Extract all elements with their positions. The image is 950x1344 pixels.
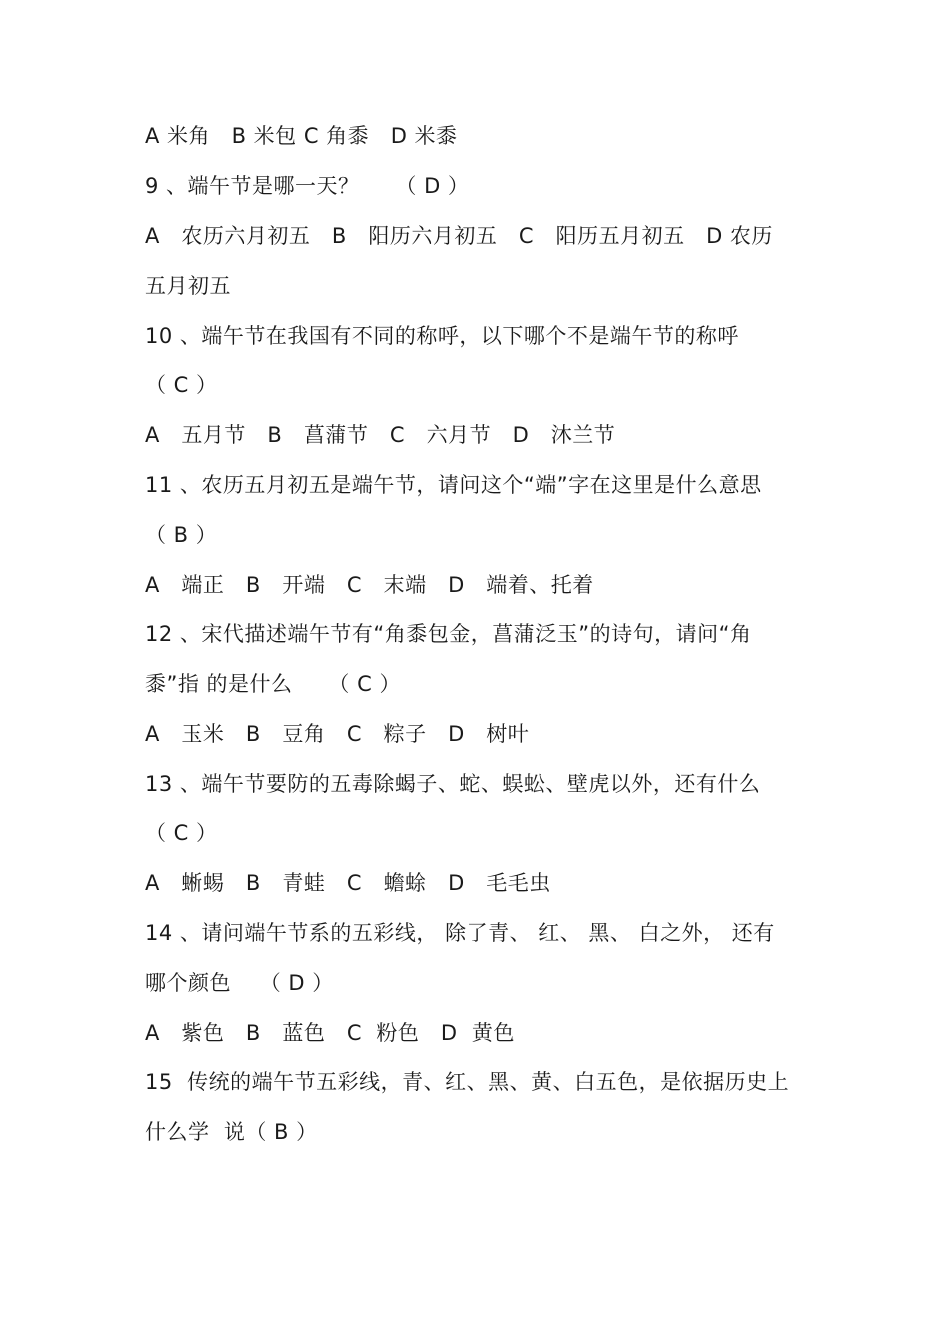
options-13: A 蜥蜴 B 青蛙 C 蟾蜍 D 毛毛虫 [145, 871, 551, 895]
text-line: A 米角 B 米包 C 角黍 D 米黍 [145, 124, 458, 148]
answer-13: （ C ） [145, 821, 218, 845]
question-12-cont: 黍”指 的是什么 （ C ） [145, 672, 401, 696]
question-9: 9 、端午节是哪一天？ （ D ） [145, 174, 470, 198]
options-11: A 端正 B 开端 C 末端 D 端着、托着 [145, 573, 594, 597]
question-10: 10 、端午节在我国有不同的称呼，以下哪个不是端午节的称呼 [145, 324, 739, 348]
options-14: A 紫色 B 蓝色 C 粉色 D 黄色 [145, 1021, 515, 1045]
question-13: 13 、端午节要防的五毒除蝎子、蛇、蜈蚣、壁虎以外，还有什么 [145, 772, 761, 796]
options-9: A 农历六月初五 B 阳历六月初五 C 阳历五月初五 D 农历 [145, 224, 773, 248]
options-12: A 玉米 B 豆角 C 粽子 D 树叶 [145, 722, 530, 746]
question-14: 14 、请问端午节系的五彩线， 除了青、 红、 黑、 白之外， 还有 [145, 921, 775, 945]
question-15-cont: 什么学 说（ B ） [145, 1120, 318, 1144]
question-11: 11 、农历五月初五是端午节，请问这个“端”字在这里是什么意思 [145, 473, 762, 497]
question-12: 12 、宋代描述端午节有“角黍包金，菖蒲泛玉”的诗句，请问“角 [145, 622, 752, 646]
options-9-cont: 五月初五 [145, 274, 231, 298]
options-10: A 五月节 B 菖蒲节 C 六月节 D 沐兰节 [145, 423, 616, 447]
question-15: 15 传统的端午节五彩线，青、红、黑、黄、白五色，是依据历史上 [145, 1070, 790, 1094]
question-14-cont: 哪个颜色 （ D ） [145, 971, 334, 995]
answer-11: （ B ） [145, 523, 218, 547]
answer-10: （ C ） [145, 373, 218, 397]
